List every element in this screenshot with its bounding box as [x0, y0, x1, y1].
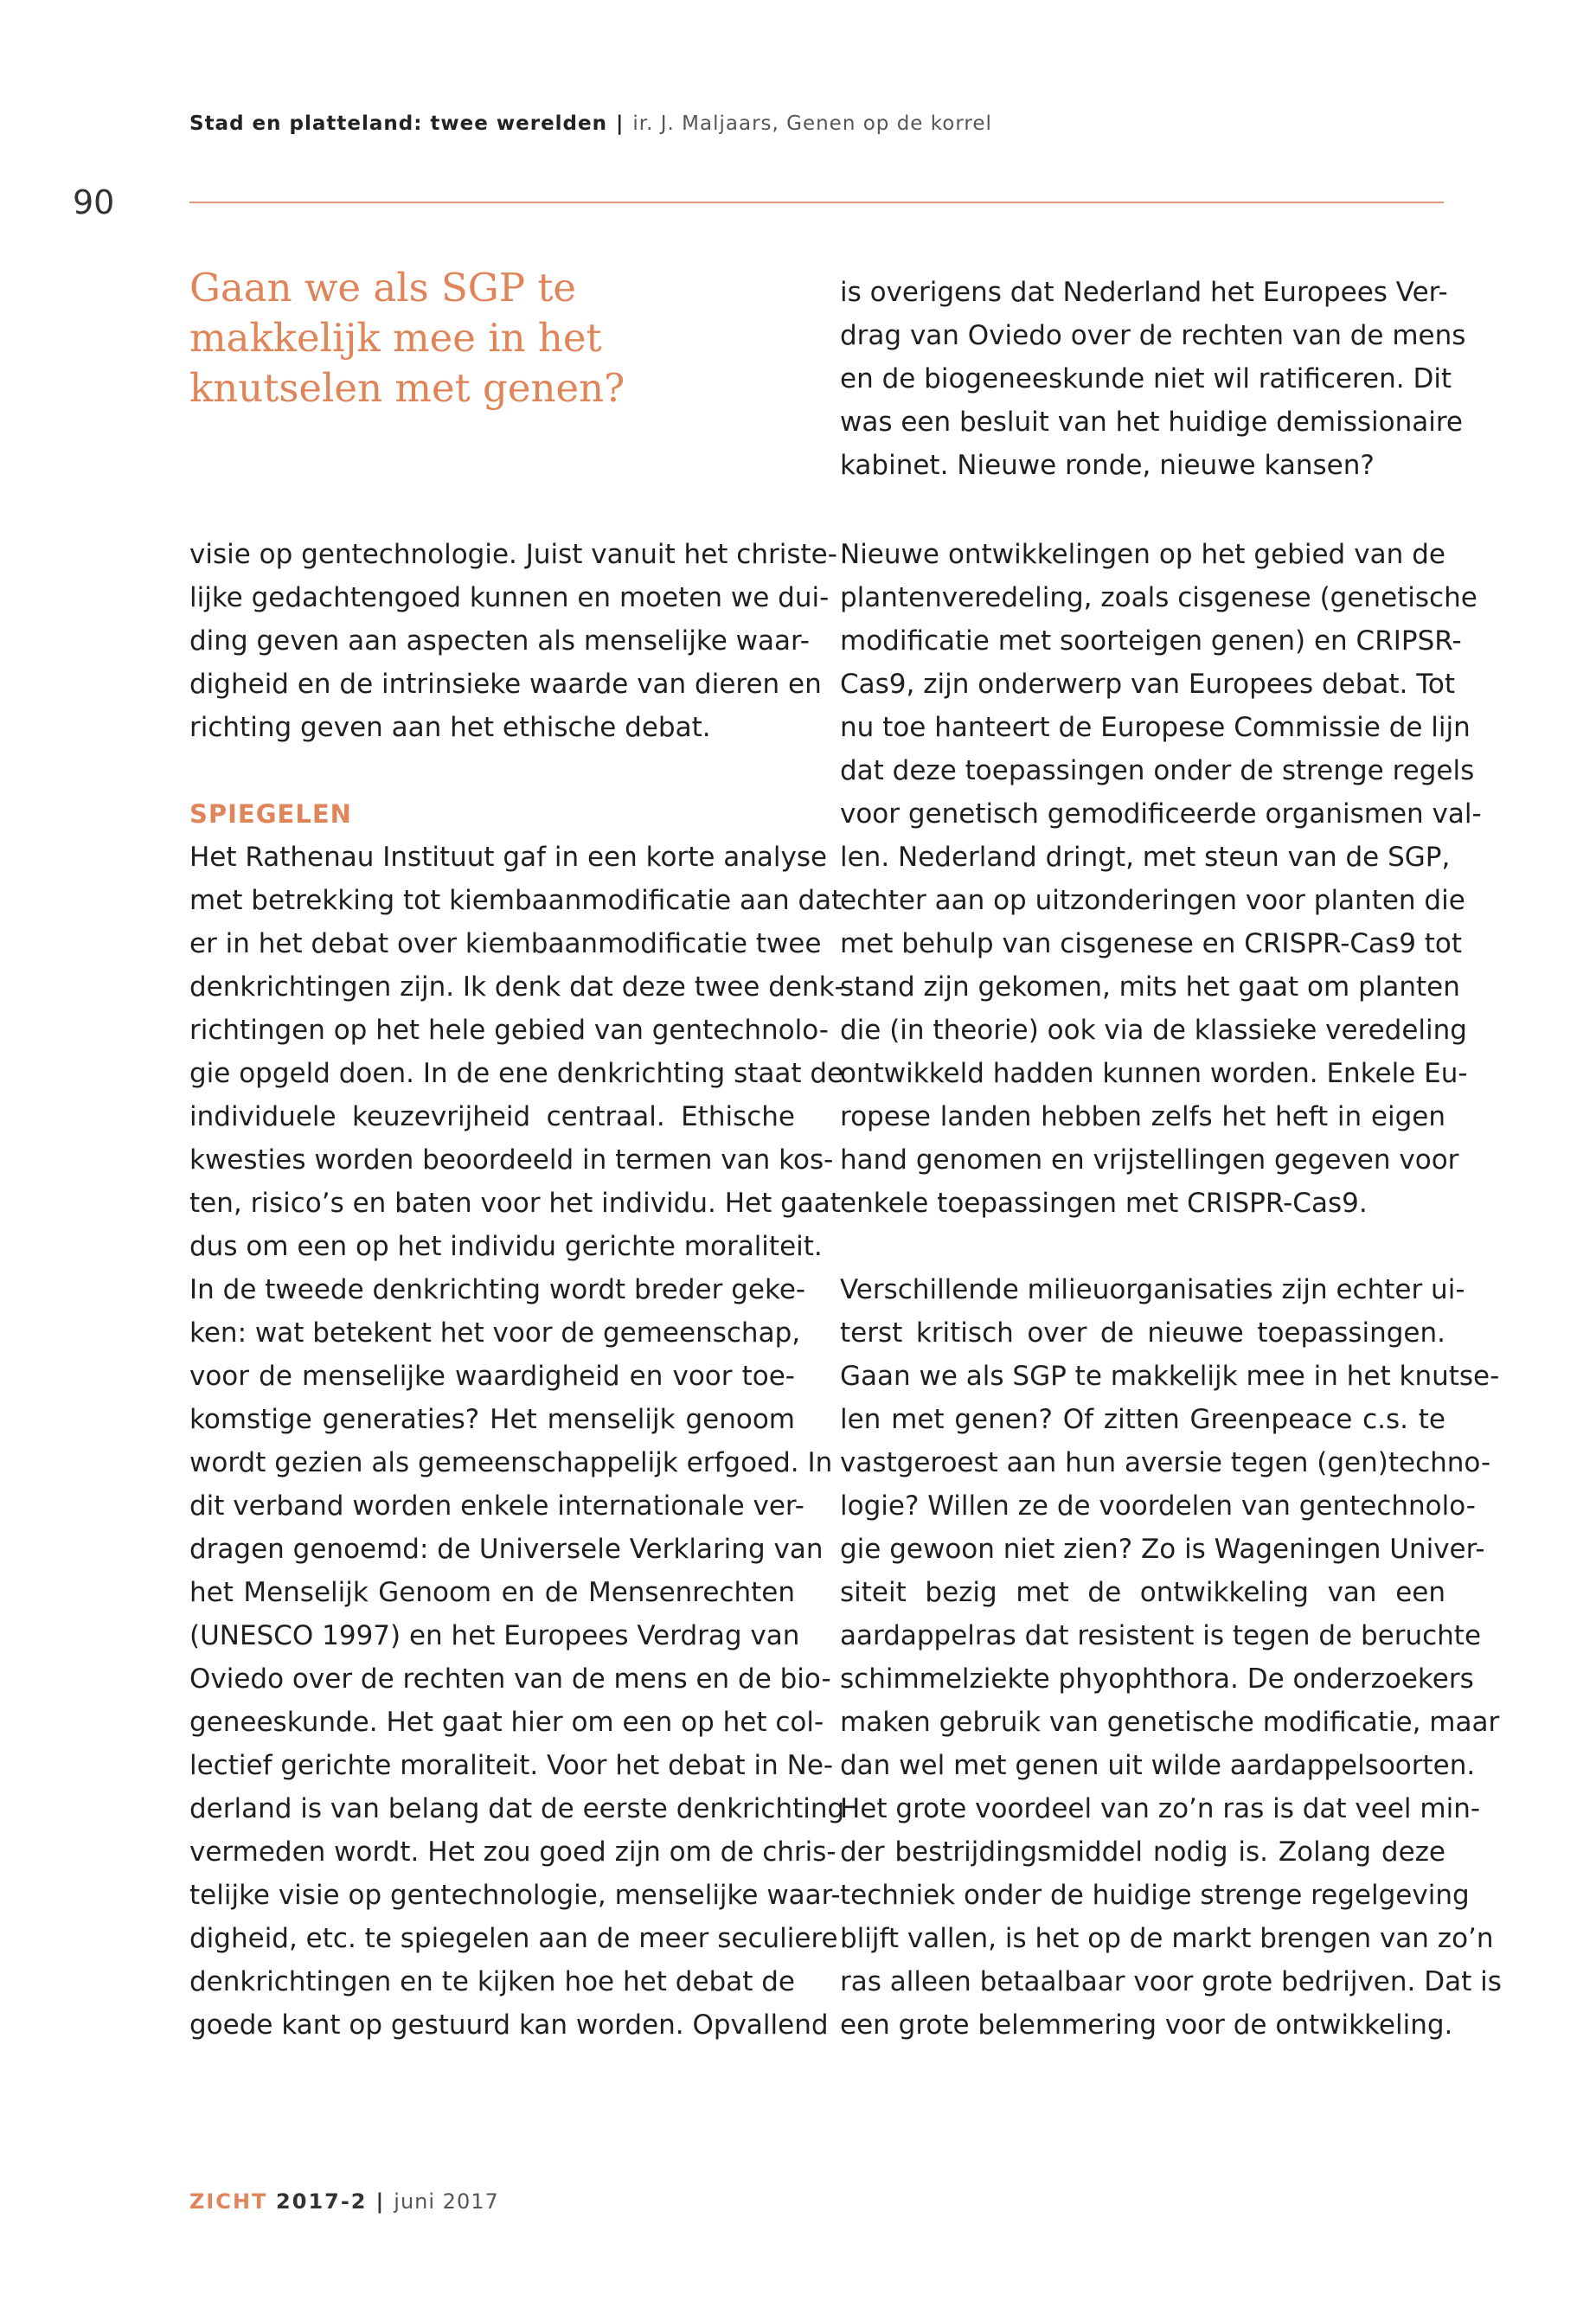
text-line: richting geven aan het ethische debat. [189, 712, 711, 743]
text-line: met behulp van cisgenese en CRISPR-Cas9 tot [840, 928, 1463, 959]
text-line: Nieuwe ontwikkelingen op het gebied van de [840, 539, 1445, 570]
page-number: 90 [73, 183, 115, 221]
text-line: nu toe hanteert de Europese Commissie de lijn [840, 712, 1471, 743]
text-line: dan wel met genen uit wilde aardappelsoorten. [840, 1750, 1476, 1781]
criticism-paragraph [840, 1268, 1502, 2047]
text-line: kabinet. Nieuwe ronde, nieuwe kansen? [840, 450, 1375, 481]
text-line: len. Nederland dringt, met steun van de SGP, [840, 842, 1451, 873]
text-line: Oviedo over de rechten van de mens en de bio- [189, 1663, 831, 1695]
text-line: visie op gentechnologie. Juist vanuit het christe- [189, 539, 837, 570]
text-line: stand zijn gekomen, mits het gaat om planten [840, 971, 1460, 1003]
text-line: het Menselijk Genoom en de Mensenrechten [189, 1577, 795, 1608]
text-line: voor genetisch gemodificeerde organismen val- [840, 798, 1482, 830]
text-line: der bestrijdingsmiddel nodig is. Zolang deze [840, 1836, 1445, 1868]
running-head-author: ir. J. Maljaars, Genen op de korrel [632, 112, 992, 135]
text-line: lectief gerichte moraliteit. Voor het debat in Ne- [189, 1750, 834, 1781]
text-line: er in het debat over kiembaanmodificatie twee [189, 928, 822, 959]
text-line: ontwikkeld hadden kunnen worden. Enkele Eu- [840, 1058, 1468, 1089]
text-line: ken: wat betekent het voor de gemeenschap, [189, 1317, 801, 1349]
text-line: blijft vallen, is het op de markt brengen van zo’n [840, 1923, 1494, 1954]
header-divider [189, 202, 1444, 203]
text-line: Het grote voordeel van zo’n ras is dat veel min- [840, 1793, 1481, 1824]
text-line: vastgeroest aan hun aversie tegen (gen)techno- [840, 1447, 1491, 1478]
right-column [840, 533, 1502, 2047]
text-line: Gaan we als SGP te makkelijk mee in het knutse- [840, 1361, 1500, 1392]
text-line: schimmelziekte phyophthora. De onderzoekers [840, 1663, 1474, 1695]
text-line: len met genen? Of zitten Greenpeace c.s. te [840, 1404, 1445, 1435]
text-line: modificatie met soorteigen genen) en CRIPSR- [840, 625, 1462, 657]
spiegelen-paragraph [189, 836, 845, 2047]
text-line: siteit bezig met de ontwikkeling van een [840, 1577, 1445, 1608]
text-line: lijke gedachtengoed kunnen en moeten we dui- [189, 582, 830, 613]
text-line: wordt gezien als gemeenschappelijk erfgoed. In [189, 1447, 833, 1478]
text-line: echter aan op uitzonderingen voor planten die [840, 885, 1465, 916]
footer-issue: 2017-2 [276, 2189, 368, 2214]
text-line: dus om een op het individu gerichte moraliteit. [189, 1231, 823, 1262]
text-line: Verschillende milieuorganisaties zijn echter ui- [840, 1274, 1465, 1305]
section-heading: SPIEGELEN [189, 799, 352, 829]
text-line: komstige generaties? Het menselijk genoom [189, 1404, 795, 1435]
text-line: dit verband worden enkele internationale ver- [189, 1490, 804, 1522]
text-line: Het Rathenau Instituut gaf in een korte analyse [189, 842, 828, 873]
text-line: aardappelras dat resistent is tegen de beruchte [840, 1620, 1482, 1651]
text-line: denkrichtingen en te kijken hoe het debat de [189, 1966, 795, 1997]
running-head [189, 112, 992, 135]
left-column [189, 533, 845, 2047]
text-line: gie opgeld doen. In de ene denkrichting staat de [189, 1058, 844, 1089]
text-line: (UNESCO 1997) en het Europees Verdrag van [189, 1620, 800, 1651]
text-line: In de tweede denkrichting wordt breder geke- [189, 1274, 806, 1305]
text-line: Cas9, zijn onderwerp van Europees debat. Tot [840, 669, 1456, 700]
footer-date: juni 2017 [394, 2189, 499, 2214]
text-line: en de biogeneeskunde niet wil ratificeren. Dit [840, 363, 1452, 394]
pull-quote: Gaan we als SGP te makkelijk mee in het knutselen met genen? [189, 265, 625, 411]
text-line: is overigens dat Nederland het Europees Ver- [840, 277, 1448, 308]
text-line: voor de menselijke waardigheid en voor toe- [189, 1361, 795, 1392]
text-line: enkele toepassingen met CRISPR-Cas9. [840, 1188, 1368, 1219]
text-line: logie? Willen ze de voordelen van gentechnolo- [840, 1490, 1476, 1522]
text-line: dragen genoemd: de Universele Verklaring van [189, 1534, 824, 1565]
text-line: drag van Oviedo over de rechten van de mens [840, 320, 1466, 351]
developments-paragraph [840, 533, 1482, 1225]
text-line: terst kritisch over de nieuwe toepassingen. [840, 1317, 1445, 1349]
paragraph-gap [840, 1225, 1445, 1268]
text-line: die (in theorie) ook via de klassieke veredeling [840, 1015, 1467, 1046]
text-line: hand genomen en vrijstellingen gegeven voor [840, 1144, 1459, 1176]
footer [189, 2189, 499, 2214]
running-head-separator: | [616, 112, 625, 135]
footer-magazine: ZICHT [189, 2189, 268, 2214]
text-line: derland is van belang dat de eerste denkrichting [189, 1793, 845, 1824]
top-right-column [840, 271, 1466, 487]
running-head-series: Stad en platteland: twee werelden [189, 112, 607, 135]
text-line: individuele keuzevrijheid centraal. Ethische [189, 1101, 795, 1132]
text-line: ding geven aan aspecten als menselijke waar- [189, 625, 810, 657]
text-line: met betrekking tot kiembaanmodificatie aan dat [189, 885, 843, 916]
text-line: ten, risico’s en baten voor het individu. Het gaat [189, 1188, 841, 1219]
text-line: een grote belemmering voor de ontwikkeling. [840, 2009, 1453, 2041]
text-line: denkrichtingen zijn. Ik denk dat deze twee denk- [189, 971, 844, 1003]
text-line: goede kant op gestuurd kan worden. Opvallend [189, 2009, 829, 2041]
text-line: ropese landen hebben zelfs het heft in eigen [840, 1101, 1445, 1132]
text-line: techniek onder de huidige strenge regelgeving [840, 1880, 1470, 1911]
text-line: digheid, etc. te spiegelen aan de meer seculiere [189, 1923, 838, 1954]
text-line: digheid en de intrinsieke waarde van dieren en [189, 669, 822, 700]
text-line: telijke visie op gentechnologie, menselijke waar- [189, 1880, 841, 1911]
text-line: kwesties worden beoordeeld in termen van kos- [189, 1144, 834, 1176]
text-line: ras alleen betaalbaar voor grote bedrijven. Dat is [840, 1966, 1502, 1997]
text-line: vermeden wordt. Het zou goed zijn om de chris- [189, 1836, 836, 1868]
text-line: geneeskunde. Het gaat hier om een op het col- [189, 1707, 824, 1738]
text-line: maken gebruik van genetische modificatie, maar [840, 1707, 1500, 1738]
top-right-paragraph [840, 271, 1466, 487]
text-line: dat deze toepassingen onder de strenge regels [840, 755, 1475, 786]
intro-paragraph [189, 533, 837, 749]
text-line: was een besluit van het huidige demissionaire [840, 407, 1463, 438]
text-line: richtingen op het hele gebied van gentechnolo- [189, 1015, 829, 1046]
paragraph-gap [189, 749, 795, 792]
footer-separator: | [375, 2189, 386, 2214]
text-line: plantenveredeling, zoals cisgenese (genetische [840, 582, 1477, 613]
text-line: gie gewoon niet zien? Zo is Wageningen Univer- [840, 1534, 1485, 1565]
